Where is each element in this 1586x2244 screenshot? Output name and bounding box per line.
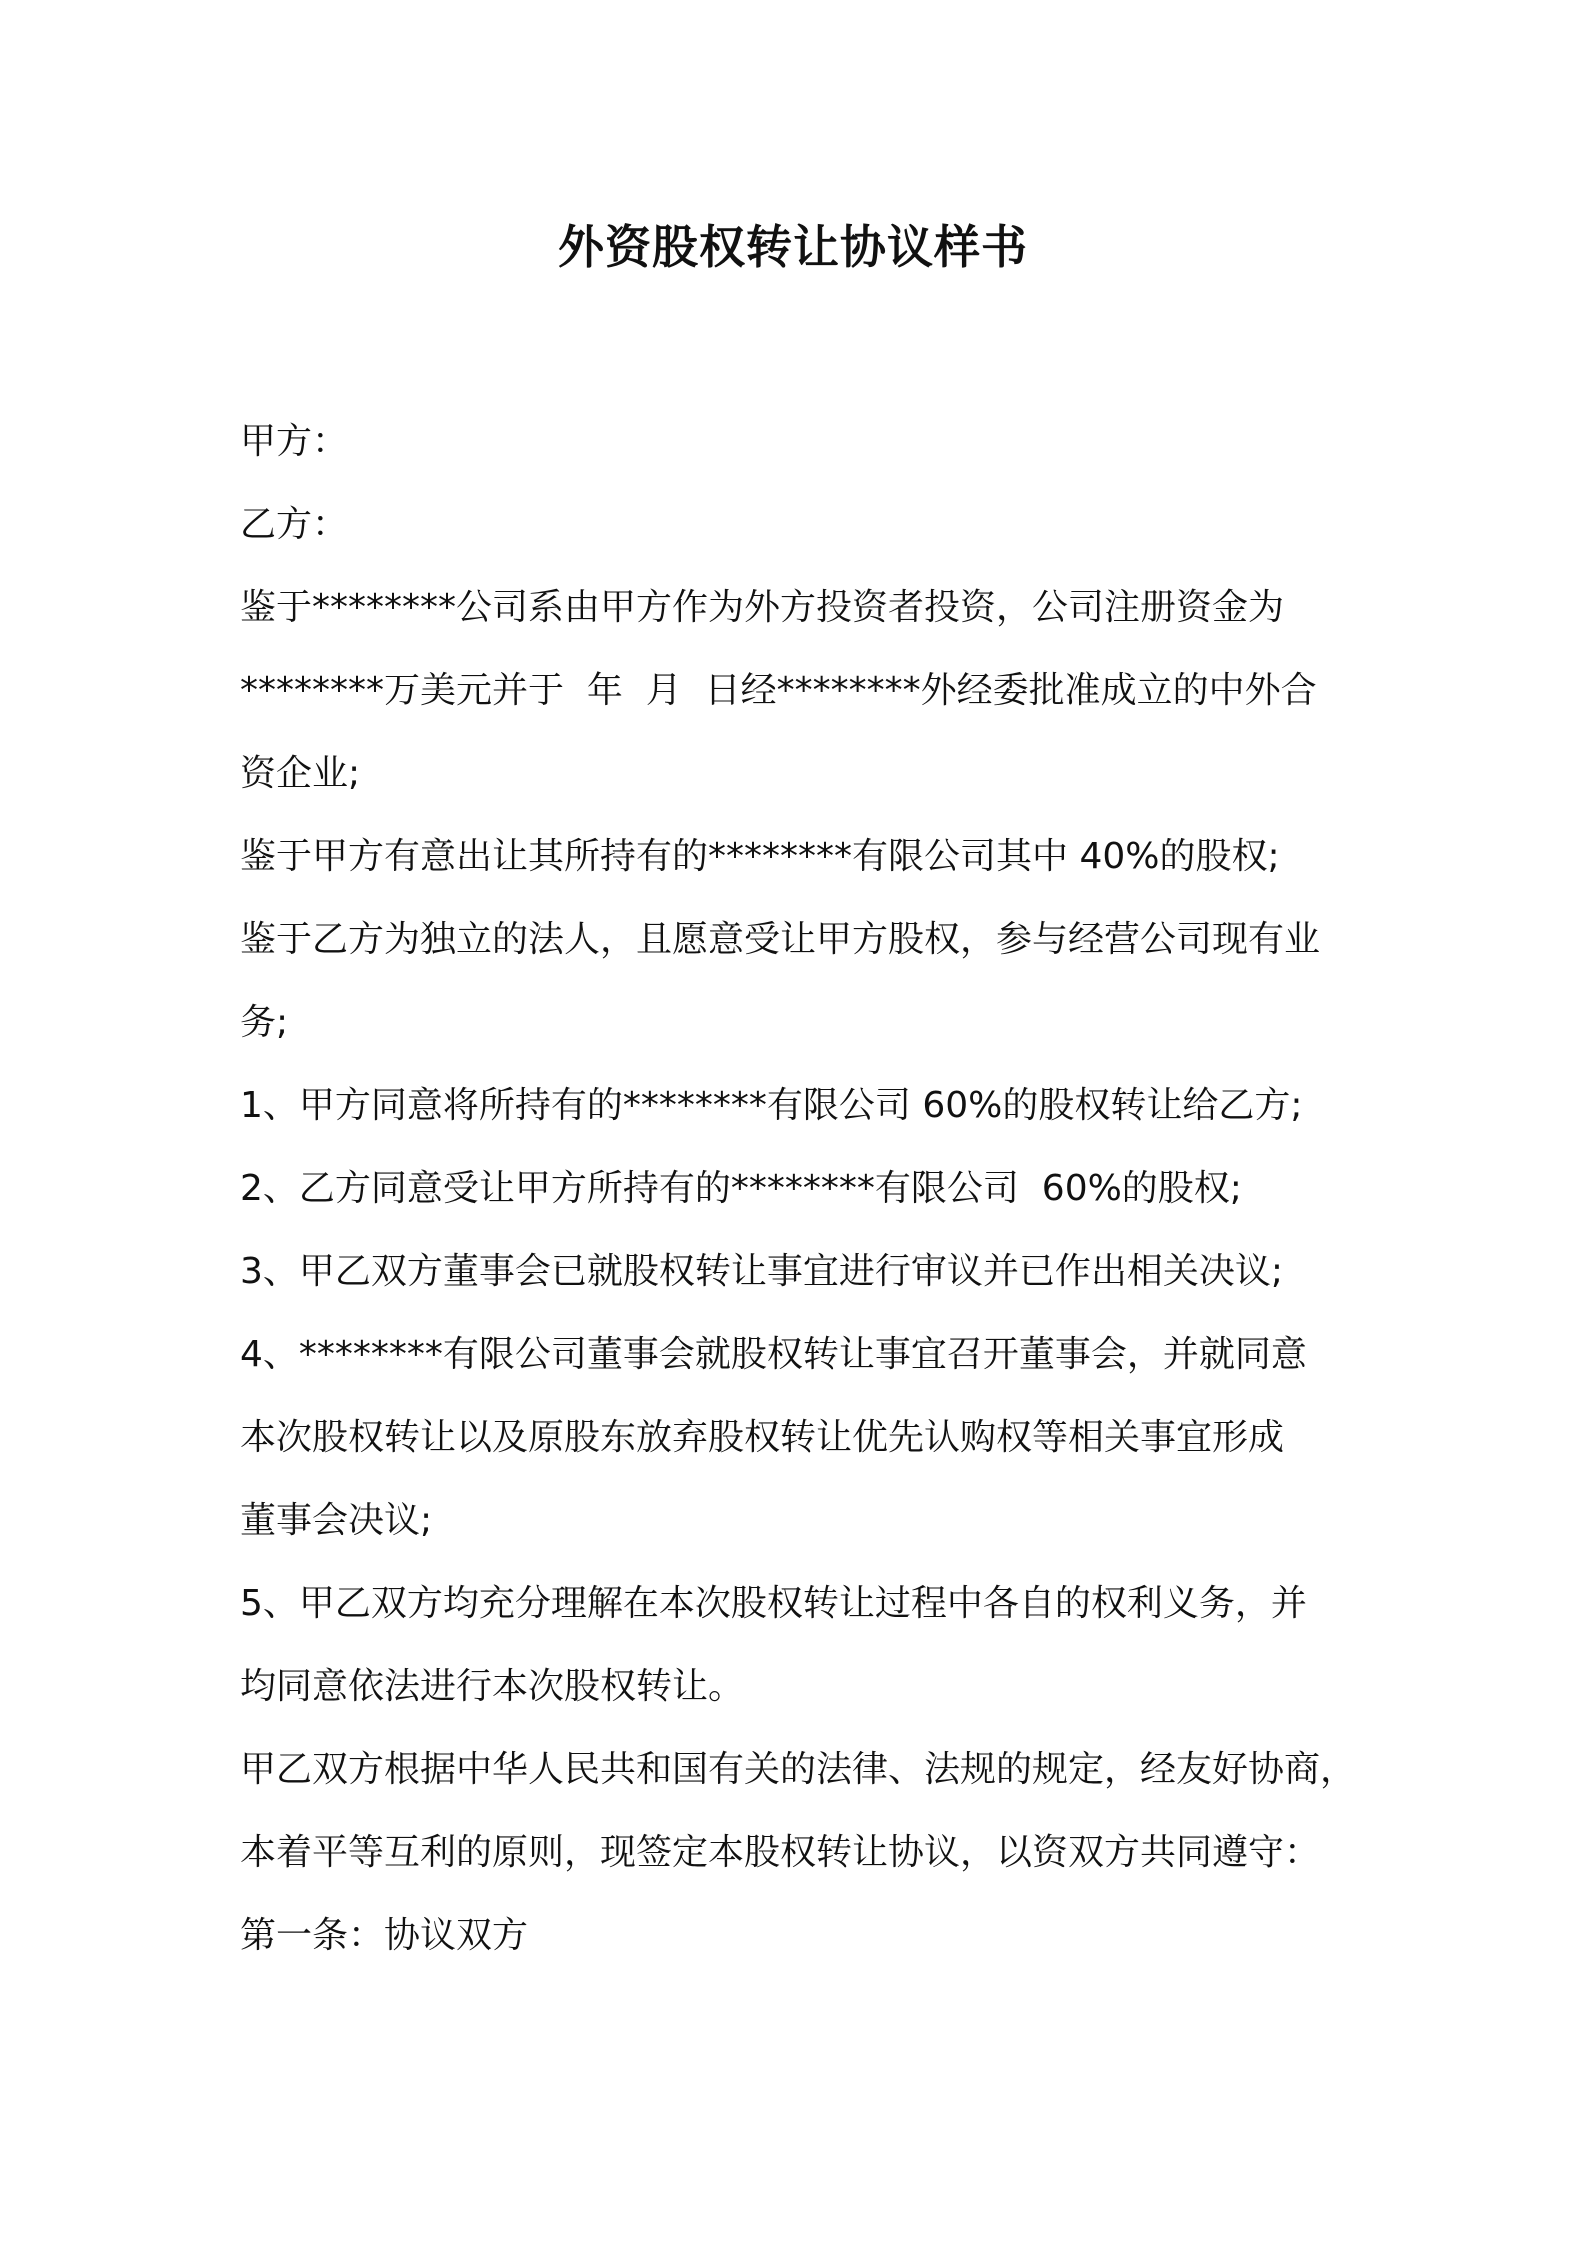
paragraph-line: 资企业; <box>240 753 361 794</box>
list-item: 2、乙方同意受让甲方所持有的********有限公司 60%的股权; <box>240 1168 1242 1209</box>
paragraph-line: 务; <box>240 1002 289 1043</box>
document-body <box>240 400 1360 1977</box>
article-heading: 第一条：协议双方 <box>240 1915 529 1956</box>
list-item: 4、********有限公司董事会就股权转让事宜召开董事会，并就同意 <box>240 1334 1307 1375</box>
list-item: 均同意依法进行本次股权转让。 <box>240 1666 745 1707</box>
paragraph-line: ********万美元并于 年 月 日经********外经委批准成立的中外合 <box>240 670 1317 711</box>
paragraph-line: 鉴于********公司系由甲方作为外方投资者投资，公司注册资金为 <box>240 587 1285 628</box>
paragraph-line: 鉴于乙方为独立的法人，且愿意受让甲方股权，参与经营公司现有业 <box>240 919 1321 960</box>
party-b-line: 乙方： <box>240 504 349 545</box>
list-item: 5、甲乙双方均充分理解在本次股权转让过程中各自的权利义务，并 <box>240 1583 1307 1624</box>
list-item: 1、甲方同意将所持有的********有限公司 60%的股权转让给乙方; <box>240 1085 1303 1126</box>
list-item: 3、甲乙双方董事会已就股权转让事宜进行审议并已作出相关决议; <box>240 1251 1284 1292</box>
document-title: 外资股权转让协议样书 <box>558 220 1028 274</box>
list-item: 董事会决议; <box>240 1500 433 1541</box>
paragraph-line: 本着平等互利的原则，现签定本股权转让协议，以资双方共同遵守： <box>240 1832 1321 1873</box>
list-item: 本次股权转让以及原股东放弃股权转让优先认购权等相关事宜形成 <box>240 1417 1285 1458</box>
paragraph-line: 甲乙双方根据中华人民共和国有关的法律、法规的规定，经友好协商， <box>240 1749 1357 1790</box>
party-a-line: 甲方： <box>240 421 349 462</box>
paragraph-line: 鉴于甲方有意出让其所持有的********有限公司其中 40%的股权; <box>240 836 1280 877</box>
